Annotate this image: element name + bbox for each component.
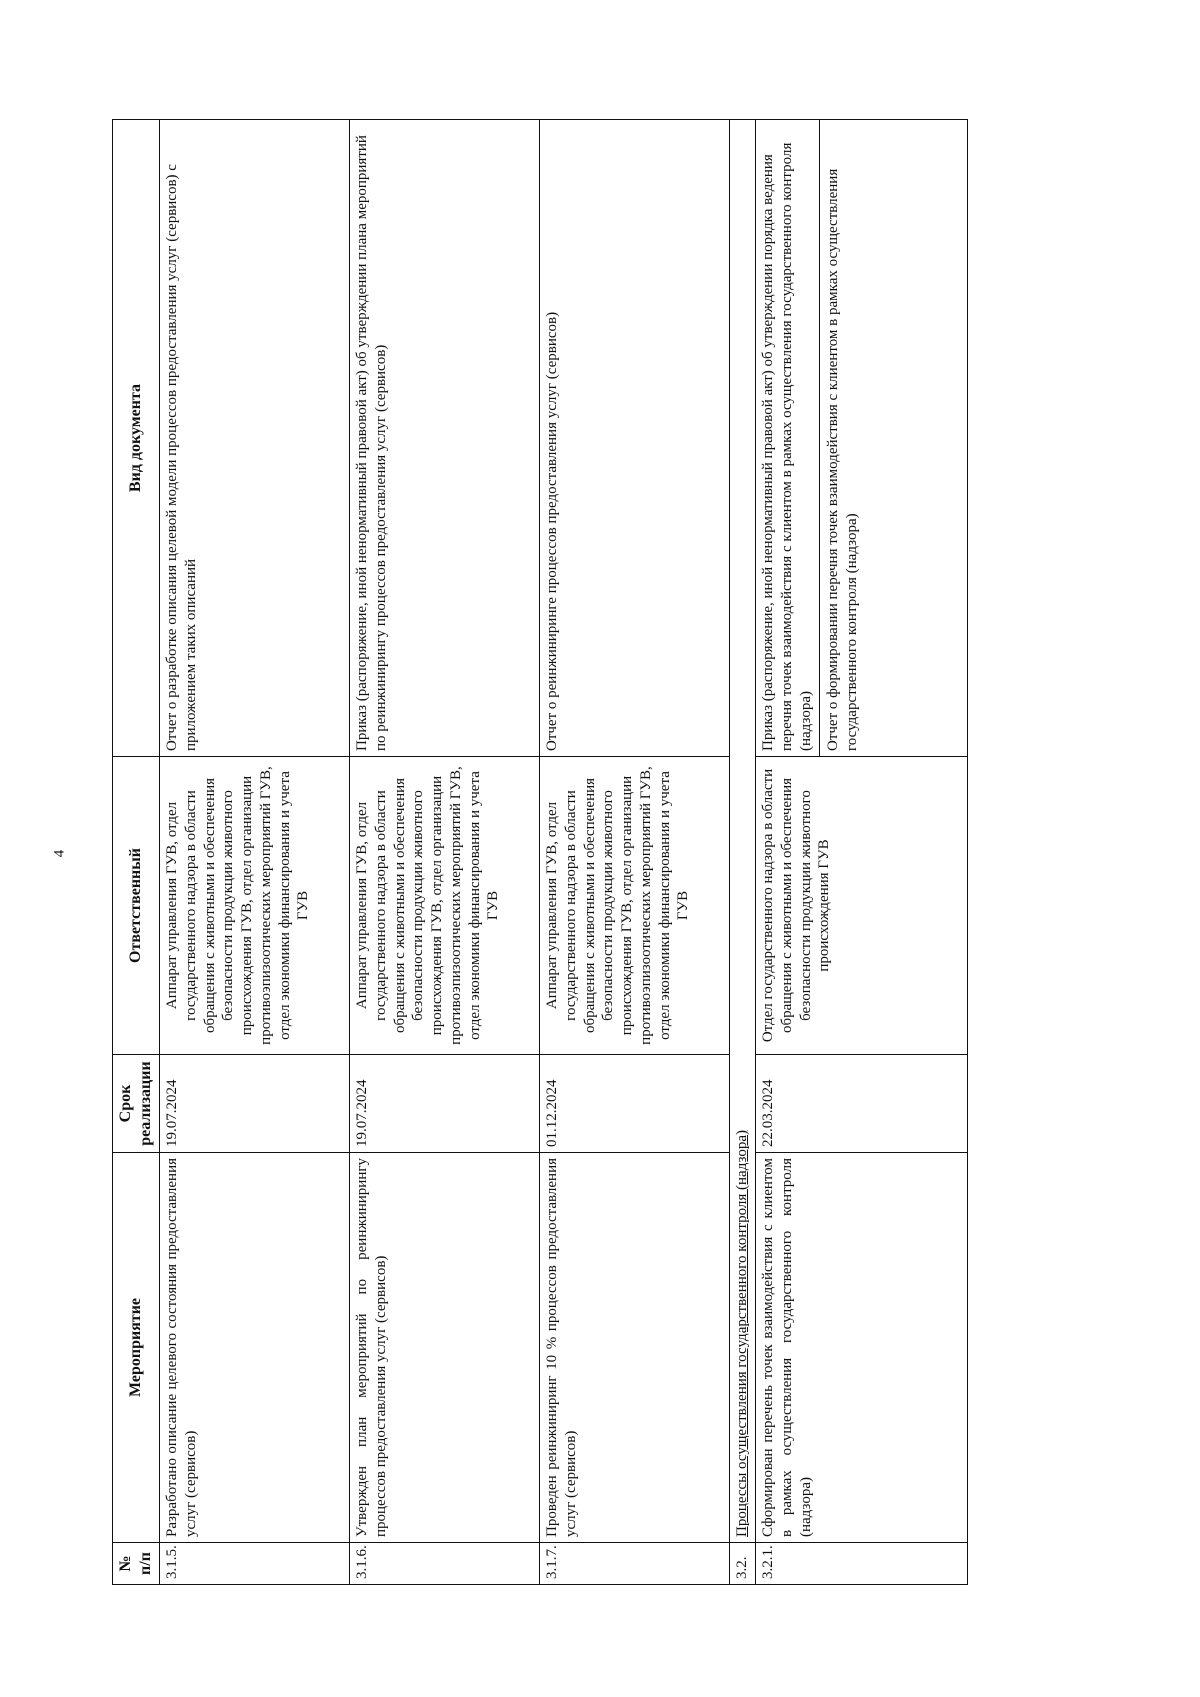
table-header-row xyxy=(113,120,160,1585)
row-event: Утвержден план мероприятий по реинжинирингу процессов предоставления услуг (сервисов) xyxy=(350,1153,540,1543)
row-responsible: Аппарат управления ГУВ, отдел государственного надзора в области обращения с животными и обеспечения безопасности продукции животного происхождения ГУВ, отдел организации противоэпизоотических мероприятий ГУВ, отдел экономики финансирования и учета ГУВ xyxy=(350,757,540,1055)
row-num: 3.1.5. xyxy=(160,1543,350,1585)
header-doc-type: Вид документа xyxy=(113,120,160,757)
row-event: Разработано описание целевого состояния предоставления услуг (сервисов) xyxy=(160,1153,350,1543)
rotated-table-container xyxy=(112,120,968,1585)
row-doc: Отчет о разработке описания целевой модели процессов предоставления услуг (сервисов) с приложением таких описаний xyxy=(160,120,350,757)
row-doc-cell xyxy=(756,120,968,757)
row-event: Сформирован перечень точек взаимодействия с клиентом в рамках осуществления государственного контроля (надзора) xyxy=(756,1153,968,1543)
table-row xyxy=(350,120,540,1585)
row-doc-report: Отчет о формировании перечня точек взаимодействия с клиентом в рамках осуществления государственного контроля (надзора) xyxy=(819,120,862,756)
section-title-text: Процессы осуществления государственного контроля (надзора) xyxy=(734,1129,750,1537)
page-number: 4 xyxy=(51,849,68,858)
header-deadline: Срок реализации xyxy=(113,1055,160,1153)
row-num: 3.1.7. xyxy=(540,1543,730,1585)
row-responsible: Отдел государственного надзора в области обращения с животными и обеспечения безопасности продукции животного происхождения ГУВ xyxy=(756,757,968,1055)
table-row xyxy=(160,120,350,1585)
row-responsible: Аппарат управления ГУВ, отдел государственного надзора в области обращения с животными и обеспечения безопасности продукции животного происхождения ГУВ, отдел организации противоэпизоотических мероприятий ГУВ, отдел экономики финансирования и учета ГУВ xyxy=(160,757,350,1055)
plan-table xyxy=(112,119,968,1585)
row-deadline: 22.03.2024 xyxy=(756,1055,968,1153)
row-deadline: 01.12.2024 xyxy=(540,1055,730,1153)
table-row xyxy=(756,120,968,1585)
row-doc: Отчет о реинжиниринге процессов предоставления услуг (сервисов) xyxy=(540,120,730,757)
row-responsible: Аппарат управления ГУВ, отдел государственного надзора в области обращения с животными и обеспечения безопасности продукции животного происхождения ГУВ, отдел организации противоэпизоотических мероприятий ГУВ, отдел экономики финансирования и учета ГУВ xyxy=(540,757,730,1055)
row-num: 3.2.1. xyxy=(756,1543,968,1585)
section-title xyxy=(730,120,756,1543)
row-doc-order: Приказ (распоряжение, иной ненормативный правовой акт) об утверждении порядка ведения перечня точек взаимодействия с клиентом в рамках осуществления государственного контроля (надзора) xyxy=(760,142,814,751)
header-event: Мероприятие xyxy=(113,1153,160,1543)
section-row xyxy=(730,120,756,1585)
row-doc: Приказ (распоряжение, иной ненормативный правовой акт) об утверждении плана мероприятий по реинжинирингу процессов предоставления услуг (сервисов) xyxy=(350,120,540,757)
section-num: 3.2. xyxy=(730,1543,756,1585)
row-deadline: 19.07.2024 xyxy=(350,1055,540,1153)
header-num: № п/п xyxy=(113,1543,160,1585)
row-deadline: 19.07.2024 xyxy=(160,1055,350,1153)
table-row xyxy=(540,120,730,1585)
row-num: 3.1.6. xyxy=(350,1543,540,1585)
header-responsible: Ответственный xyxy=(113,757,160,1055)
row-event: Проведен реинжиниринг 10 % процессов предоставления услуг (сервисов) xyxy=(540,1153,730,1543)
